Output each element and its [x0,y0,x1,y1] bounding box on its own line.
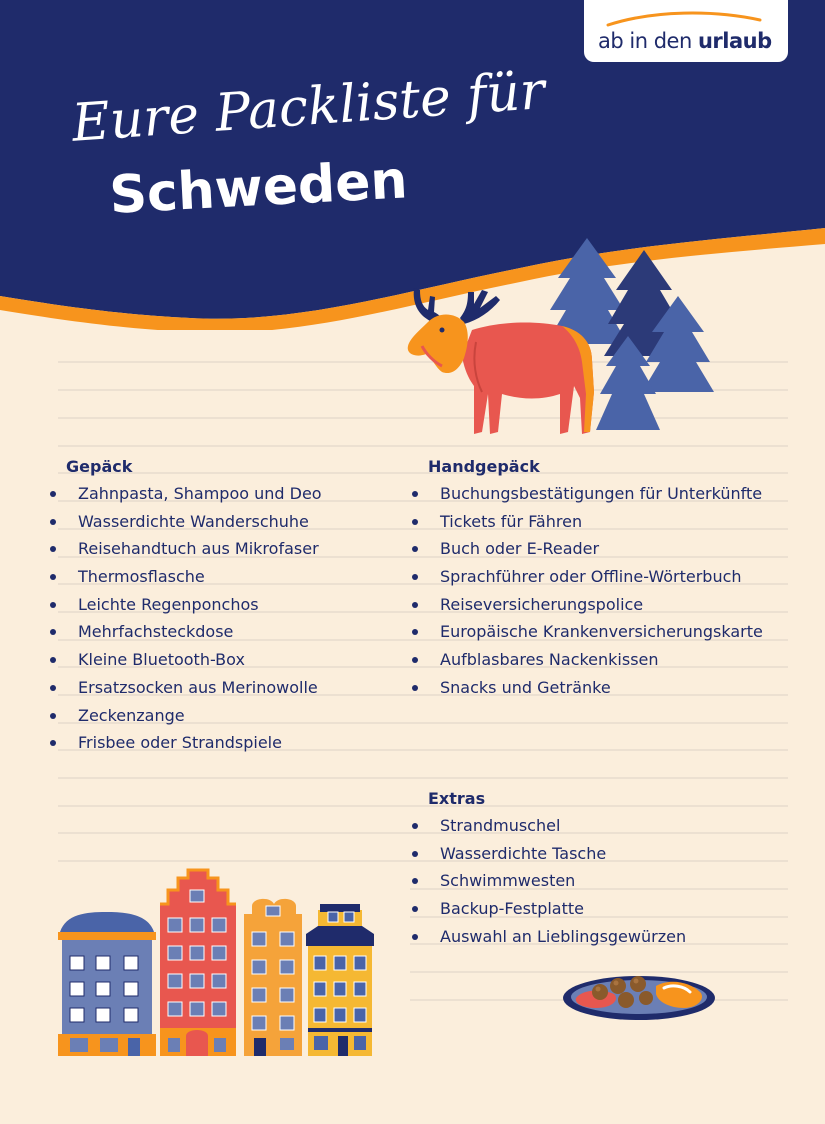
list-item: Frisbee oder Strandspiele [50,729,322,757]
houses-icon [56,868,380,1058]
list-item: Leichte Regenponchos [50,591,322,619]
list-item: Europäische Krankenversicherungskarte [412,618,763,646]
list-item: Zahnpasta, Shampoo und Deo [50,480,322,508]
page-title-line2: Schweden [108,150,409,226]
list-item: Zeckenzange [50,702,322,730]
list-item: Tickets für Fähren [412,508,763,536]
list-item: Snacks und Getränke [412,674,763,702]
list-item: Wasserdichte Tasche [412,840,686,868]
section-title-handgepaeck: Handgepäck [428,457,540,476]
list-item: Auswahl an Lieblingsgewürzen [412,923,686,951]
list-item: Sprachführer oder Offline-Wörterbuch [412,563,763,591]
list-item: Reisehandtuch aus Mikrofaser [50,535,322,563]
list-item: Schwimmwesten [412,867,686,895]
list-item: Thermosflasche [50,563,322,591]
list-item: Reiseversicherungspolice [412,591,763,619]
meatball-plate-icon [560,968,718,1024]
list-item: Kleine Bluetooth-Box [50,646,322,674]
list-item: Wasserdichte Wanderschuhe [50,508,322,536]
logo-text: ab in den urlaub [598,29,772,53]
brand-logo[interactable] [584,0,788,62]
list-item: Buch oder E-Reader [412,535,763,563]
list-item: Buchungsbestätigungen für Unterkünfte [412,480,763,508]
section-title-extras: Extras [428,789,486,808]
extras-list [412,812,686,950]
gepaeck-list [50,480,322,757]
handgepaeck-list [412,480,763,702]
list-item: Backup-Festplatte [412,895,686,923]
list-item: Aufblasbares Nackenkissen [412,646,763,674]
section-title-gepaeck: Gepäck [66,457,133,476]
page-title-line1: Eure Packliste für [70,60,547,154]
moose-icon [402,282,607,447]
list-item: Ersatzsocken aus Merinowolle [50,674,322,702]
list-item: Mehrfachsteckdose [50,618,322,646]
list-item: Strandmuschel [412,812,686,840]
logo-swoosh-icon [604,8,764,28]
